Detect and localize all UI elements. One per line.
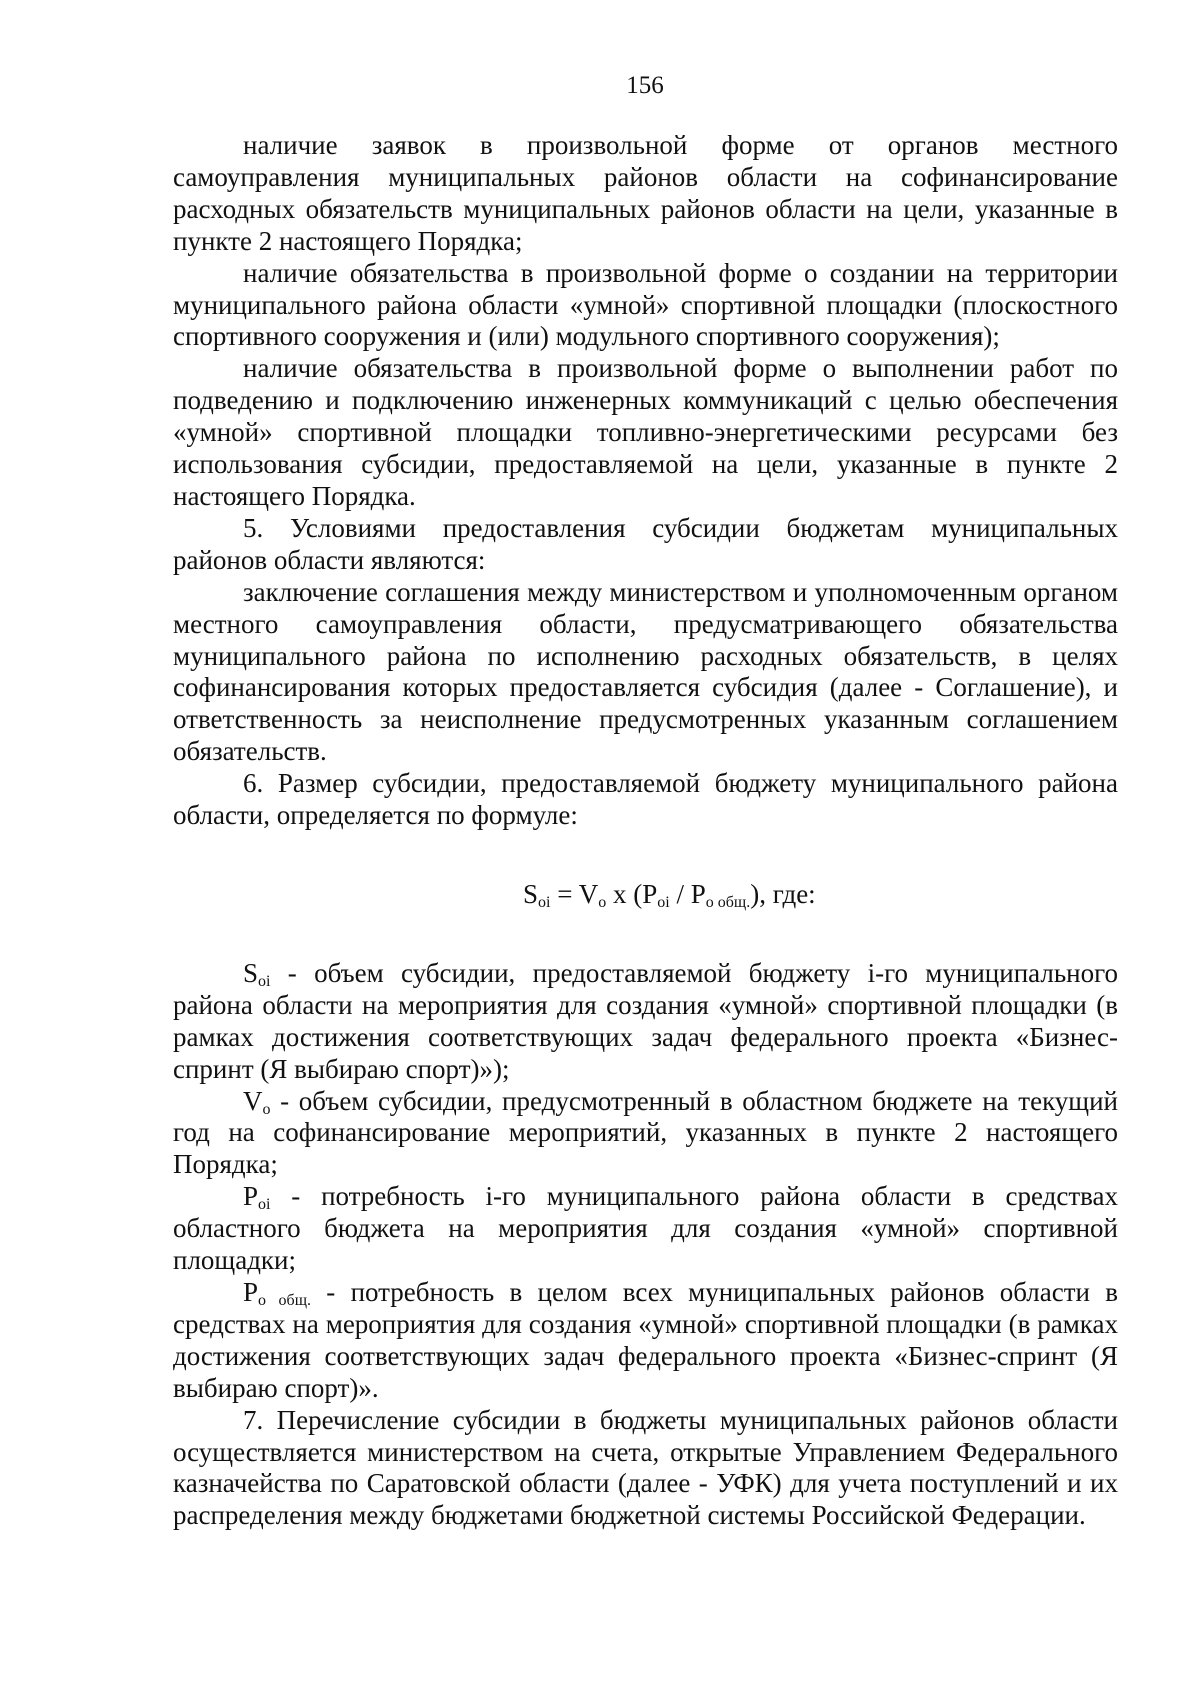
- formula-mult: x (: [606, 878, 643, 909]
- formula-p1-sub: oi: [657, 893, 670, 911]
- paragraph-applications: наличие заявок в произвольной форме от органов местного самоуправления муниципальных районов области на софинансирование расходных обязательств муниципальных районов области на цели, указанные в пункте 2 настоящего Порядка;: [173, 130, 1118, 256]
- definition-text: - потребность i-го муниципального района области в средствах областного бюджета на мероприятия для создания «умной» спортивной площадки;: [173, 1181, 1118, 1276]
- definition-text: - объем субсидии, предусмотренный в областном бюджете на текущий год на софинансирование мероприятий, указанных в пункте 2 настоящего Порядка;: [173, 1085, 1118, 1180]
- formula-v: V: [578, 878, 599, 909]
- formula-p2-sub: o общ.: [705, 893, 751, 911]
- formula-slash: /: [669, 878, 691, 909]
- formula-v-sub: o: [598, 893, 607, 911]
- definition-v-o: [173, 1086, 1118, 1182]
- definition-symbol: S: [243, 957, 259, 988]
- formula-eq: =: [550, 878, 579, 909]
- definition-text: - потребность в целом всех муниципальных районов области в средствах на мероприятия для создания «умной» спортивной площадки (в рамках достижения соответствующих задач федерального проекта «Бизнес-спринт (Я выбираю спорт)».: [173, 1277, 1118, 1403]
- paragraph-obligation-site: наличие обязательства в произвольной форме о создании на территории муниципального района области «умной» спортивной площадки (плоскостного спортивного сооружения и (или) модульного спортивного сооружения);: [173, 257, 1118, 352]
- paragraph-item-6: 6. Размер субсидии, предоставляемой бюджету муниципального района области, определяется по формуле:: [173, 768, 1118, 831]
- definition-subscript: oi: [258, 972, 271, 990]
- formula-p1: P: [642, 878, 658, 909]
- document-body: [173, 130, 1118, 1532]
- definition-subscript: oi: [258, 1196, 271, 1214]
- subsidy-formula: [173, 878, 1118, 910]
- paragraph-item-5: 5. Условиями предоставления субсидии бюджетам муниципальных районов области являются:: [173, 512, 1118, 575]
- definition-text: - объем субсидии, предоставляемой бюджету i-го муниципального района области на мероприятия для создания «умной» спортивной площадки (в рамках достижения соответствующих задач федерального проекта «Бизнес-спринт (Я выбираю спорт)»);: [173, 957, 1118, 1084]
- paragraph-item-7: 7. Перечисление субсидии в бюджеты муниципальных районов области осуществляется министерством на счета, открытые Управлением Федерального казначейства по Саратовской области (далее - УФК) для учета поступлений и их распределения между бюджетами бюджетной системы Российской Федерации.: [173, 1404, 1118, 1531]
- definition-symbol: P: [243, 1181, 259, 1212]
- formula-s-sub: oi: [538, 893, 551, 911]
- formula-end: ), где:: [750, 878, 816, 909]
- paragraph-agreement: заключение соглашения между министерством и уполномоченным органом местного самоуправления области, предусматривающего обязательства муниципального района по исполнению расходных обязательств, в целях софинансирования которых предоставляется субсидия (далее - Соглашение), и ответственность за неисполнение предусмотренных указанным соглашением обязательств.: [173, 576, 1118, 767]
- page-number: 156: [626, 72, 664, 99]
- definition-s-oi: [173, 958, 1118, 1086]
- definition-p-o-total: [173, 1277, 1118, 1405]
- definition-symbol: V: [243, 1085, 263, 1116]
- formula-p2: P: [690, 878, 706, 909]
- definition-p-oi: [173, 1181, 1118, 1277]
- definition-subscript: o общ.: [258, 1292, 312, 1309]
- formula-s: S: [523, 878, 539, 909]
- paragraph-obligation-works: наличие обязательства в произвольной форме о выполнении работ по подведению и подключению инженерных коммуникаций с целью обеспечения «умной» спортивной площадки топливно-энергетическими ресурсами без использования субсидии, предоставляемой на цели, указанные в пункте 2 настоящего Порядка.: [173, 353, 1118, 511]
- definition-symbol: P: [243, 1277, 259, 1307]
- definition-subscript: o: [262, 1100, 271, 1118]
